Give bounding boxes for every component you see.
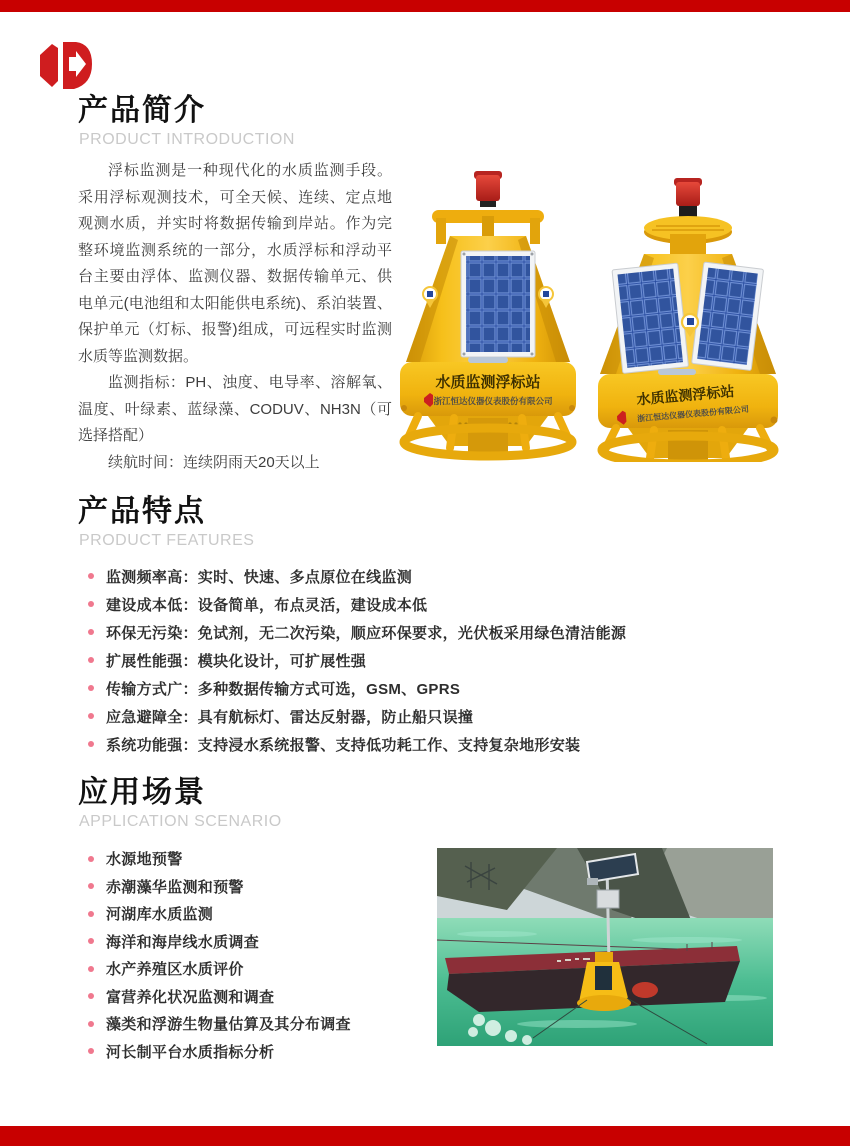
application-list-item (88, 928, 351, 956)
application-list-item (88, 1010, 351, 1038)
application-list-item (88, 845, 351, 873)
application-text: 赤潮藻华监测和预警 (106, 878, 244, 896)
buoy-angled-view (598, 178, 778, 462)
buoy-render-illustration (398, 166, 788, 462)
application-list-item (88, 900, 351, 928)
application-list-item (88, 955, 351, 983)
application-list-item (88, 1038, 351, 1066)
feature-list-item (88, 618, 626, 646)
feature-text: 建设成本低：设备简单，布点灵活，建设成本低 (106, 596, 428, 614)
bullet-dot-icon (88, 966, 94, 972)
intro-paragraph: 续航时间：连续阴雨天20天以上 (108, 453, 320, 471)
application-text: 水源地预警 (106, 851, 183, 869)
features-section-title: 产品特点 (78, 495, 206, 528)
feature-list-item (88, 562, 626, 590)
feature-list-item (88, 702, 626, 730)
application-text: 藻类和浮游生物量估算及其分布调查 (106, 1016, 351, 1034)
bullet-dot-icon (88, 741, 94, 747)
feature-list-item (88, 590, 626, 618)
buoy-company-label: 浙江恒达仪器仪表股份有限公司 (433, 396, 553, 406)
feature-list-item (88, 730, 626, 758)
bullet-dot-icon (88, 685, 94, 691)
application-list (88, 845, 351, 1065)
application-text: 富营养化状况监测和调查 (106, 988, 275, 1006)
buoy-front-view (400, 171, 576, 456)
top-accent-bar (0, 0, 850, 12)
buoy-band-label: 水质监测浮标站 (635, 382, 735, 408)
application-text: 河长制平台水质指标分析 (106, 1043, 275, 1061)
bullet-dot-icon (88, 713, 94, 719)
bullet-dot-icon (88, 938, 94, 944)
applications-section-subtitle: APPLICATION SCENARIO (79, 813, 282, 830)
product-image-buoys (398, 166, 788, 462)
deployment-photo (437, 848, 773, 1046)
bullet-dot-icon (88, 911, 94, 917)
bullet-dot-icon (88, 629, 94, 635)
application-text: 河湖库水质监测 (106, 906, 214, 924)
feature-text: 应急避障全：具有航标灯、雷达反射器，防止船只误撞 (106, 708, 474, 726)
feature-list-item (88, 646, 626, 674)
bullet-dot-icon (88, 883, 94, 889)
intro-section-title: 产品简介 (78, 94, 206, 127)
features-section-subtitle: PRODUCT FEATURES (79, 532, 255, 549)
bullet-dot-icon (88, 601, 94, 607)
intro-paragraph: 浮标监测是一种现代化的水质监测手段。采用浮标观测技术，可全天候、连续、定点地观测水质，并实时将数据传输到岸站。作为完整环境监测系统的一部分，水质浮标和浮动平台主要由浮体、监测仪器、数据传输单元、供电单元(电池组和太阳能供电系统)、系泊装置、保护单元（灯标、报警)组成，可远程实时监测水质等监测数据。 (78, 162, 392, 365)
bullet-dot-icon (88, 993, 94, 999)
application-list-item (88, 983, 351, 1011)
buoy-band-label: 水质监测浮标站 (435, 374, 541, 391)
intro-section-subtitle: PRODUCT INTRODUCTION (79, 131, 295, 148)
buoy-in-water-photo (437, 848, 773, 1046)
bullet-dot-icon (88, 1048, 94, 1054)
feature-list-item (88, 674, 626, 702)
feature-text: 监测频率高：实时、快速、多点原位在线监测 (106, 568, 413, 586)
feature-text: 扩展性能强：模块化设计，可扩展性强 (106, 652, 367, 670)
bullet-dot-icon (88, 573, 94, 579)
company-logo-icon (38, 40, 94, 92)
intro-paragraphs (78, 158, 392, 476)
feature-text: 环保无污染：免试剂，无二次污染，顺应环保要求，光伏板采用绿色清洁能源 (106, 624, 627, 642)
bullet-dot-icon (88, 856, 94, 862)
buoy-company-label: 浙江恒达仪器仪表股份有限公司 (636, 404, 750, 424)
bottom-accent-bar (0, 1126, 850, 1146)
application-text: 海洋和海岸线水质调查 (106, 933, 260, 951)
feature-text: 系统功能强：支持浸水系统报警、支持低功耗工作、支持复杂地形安装 (106, 736, 581, 754)
feature-list (88, 562, 626, 758)
feature-text: 传输方式广：多种数据传输方式可选，GSM、GPRS (106, 680, 461, 698)
intro-paragraph: 监测指标：PH、浊度、电导率、溶解氧、温度、叶绿素、蓝绿藻、CODUV、NH3N（可选择搭配） (78, 374, 392, 444)
application-text: 水产养殖区水质评价 (106, 961, 244, 979)
hexagon-h-logo-icon (38, 40, 94, 92)
bullet-dot-icon (88, 657, 94, 663)
application-list-item (88, 873, 351, 901)
applications-section-title: 应用场景 (78, 776, 206, 809)
bullet-dot-icon (88, 1021, 94, 1027)
